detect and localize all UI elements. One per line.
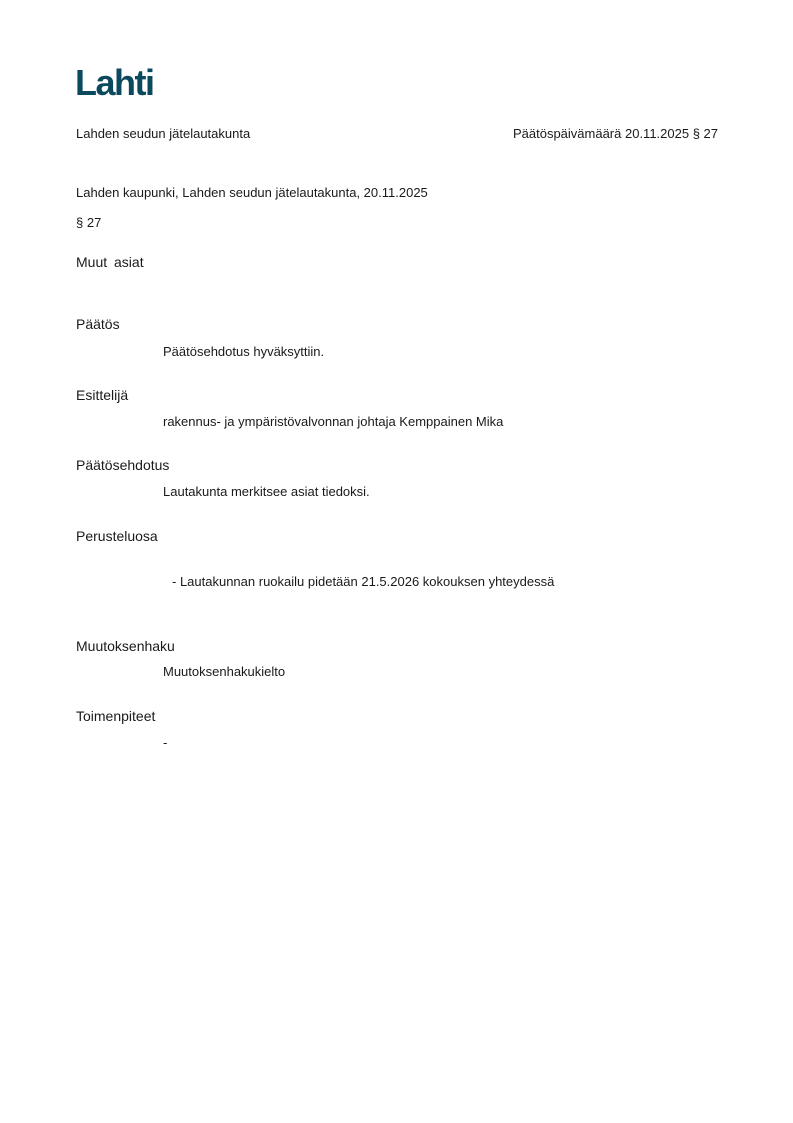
actions-label: Toimenpiteet bbox=[76, 708, 156, 724]
appeal-label: Muutoksenhaku bbox=[76, 638, 175, 654]
presenter-label: Esittelijä bbox=[76, 387, 129, 403]
document-title: Muut asiat bbox=[76, 254, 144, 270]
section-number: § 27 bbox=[76, 215, 102, 230]
actions-text: - bbox=[163, 735, 168, 750]
meeting-line: Lahden kaupunki, Lahden seudun jätelautakunta, 20.11.2025 bbox=[76, 185, 428, 200]
header-decision-date: Päätöspäivämäärä 20.11.2025 § 27 bbox=[512, 126, 718, 141]
decision-text: Päätösehdotus hyväksyttiin. bbox=[163, 344, 325, 359]
svg-text:Lahti: Lahti bbox=[75, 66, 154, 98]
header-committee: Lahden seudun jätelautakunta bbox=[76, 126, 251, 141]
decision-label: Päätös bbox=[76, 316, 120, 332]
proposal-label: Päätösehdotus bbox=[76, 457, 170, 473]
lahti-logo bbox=[75, 66, 167, 98]
rationale-label: Perusteluosa bbox=[76, 528, 158, 544]
presenter-text: rakennus- ja ympäristövalvonnan johtaja Kemppainen Mika bbox=[163, 414, 504, 429]
rationale-text: - Lautakunnan ruokailu pidetään 21.5.2026 kokouksen yhteydessä bbox=[172, 574, 555, 589]
lahti-logo-mark bbox=[75, 66, 167, 98]
appeal-text: Muutoksenhakukielto bbox=[163, 664, 286, 679]
proposal-text: Lautakunta merkitsee asiat tiedoksi. bbox=[163, 484, 370, 499]
